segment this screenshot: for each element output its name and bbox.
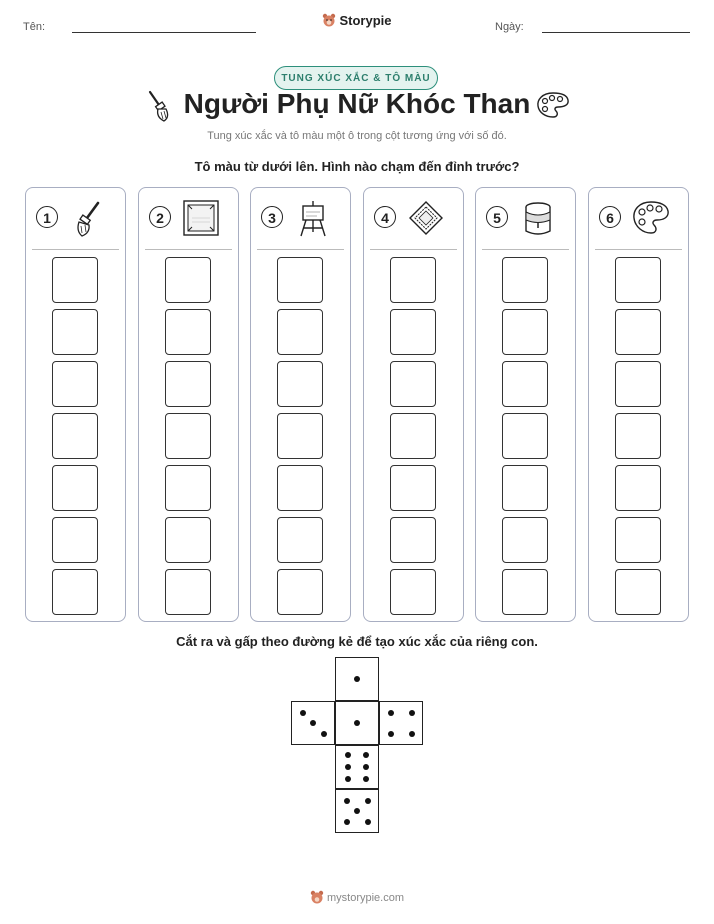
die-pip — [354, 808, 360, 814]
column-divider — [482, 249, 569, 250]
name-line[interactable] — [72, 32, 256, 33]
column-number: 5 — [486, 206, 508, 228]
color-box[interactable] — [615, 413, 661, 459]
page-title: Người Phụ Nữ Khóc Than — [183, 88, 531, 119]
color-box[interactable] — [52, 569, 98, 615]
color-box[interactable] — [52, 309, 98, 355]
die-pip — [363, 764, 369, 770]
die-pip — [345, 776, 351, 782]
color-box[interactable] — [277, 569, 323, 615]
column-4 — [363, 187, 464, 622]
color-box[interactable] — [502, 569, 548, 615]
bear-logo-icon — [322, 13, 336, 27]
die-pip — [363, 776, 369, 782]
color-box[interactable] — [277, 465, 323, 511]
activity-badge: TUNG XÚC XẮC & TÔ MÀU — [274, 66, 438, 90]
frame-icon — [406, 198, 446, 238]
column-divider — [257, 249, 344, 250]
color-box[interactable] — [502, 361, 548, 407]
color-box[interactable] — [165, 257, 211, 303]
color-box[interactable] — [390, 361, 436, 407]
paintbrush-icon — [68, 198, 108, 238]
color-box[interactable] — [277, 309, 323, 355]
palette-icon — [631, 198, 671, 238]
column-5 — [475, 187, 576, 622]
color-box[interactable] — [52, 517, 98, 563]
color-box[interactable] — [390, 569, 436, 615]
color-instruction: Tô màu từ dưới lên. Hình nào chạm đến đỉnh trước? — [194, 159, 520, 174]
die-pip — [321, 731, 327, 737]
color-box[interactable] — [615, 309, 661, 355]
color-box[interactable] — [52, 465, 98, 511]
brand-logo — [0, 13, 714, 28]
color-box[interactable] — [502, 257, 548, 303]
die-pip — [365, 819, 371, 825]
footer-url — [0, 890, 714, 904]
die-pip — [388, 731, 394, 737]
column-number: 1 — [36, 206, 58, 228]
die-pip — [354, 720, 360, 726]
die-pip — [344, 819, 350, 825]
color-box[interactable] — [52, 413, 98, 459]
die-pip — [344, 798, 350, 804]
column-divider — [370, 249, 457, 250]
date-line[interactable] — [542, 32, 690, 33]
palette-icon — [536, 91, 570, 119]
page-subtitle: Tung xúc xắc và tô màu một ô trong cột tương ứng với số đó. — [207, 130, 507, 142]
canvas-icon — [181, 198, 221, 238]
name-label: Tên: — [23, 21, 46, 33]
cut-instruction: Cắt ra và gấp theo đường kẻ để tạo xúc xắc của riêng con. — [176, 634, 538, 649]
color-box[interactable] — [615, 465, 661, 511]
color-box[interactable] — [277, 361, 323, 407]
color-box[interactable] — [502, 517, 548, 563]
color-box[interactable] — [165, 309, 211, 355]
color-box[interactable] — [277, 413, 323, 459]
color-box[interactable] — [390, 517, 436, 563]
die-face — [335, 657, 379, 701]
footer-text: mystorypie.com — [326, 892, 405, 904]
column-number: 3 — [261, 206, 283, 228]
color-box[interactable] — [165, 517, 211, 563]
color-box[interactable] — [390, 309, 436, 355]
column-2 — [138, 187, 239, 622]
bear-logo-icon — [310, 890, 324, 904]
column-number: 4 — [374, 206, 396, 228]
column-number: 2 — [149, 206, 171, 228]
column-3 — [250, 187, 351, 622]
color-box[interactable] — [615, 257, 661, 303]
column-divider — [595, 249, 682, 250]
die-pip — [388, 710, 394, 716]
color-box[interactable] — [502, 413, 548, 459]
color-box[interactable] — [277, 257, 323, 303]
column-divider — [145, 249, 232, 250]
color-box[interactable] — [390, 413, 436, 459]
die-pip — [300, 710, 306, 716]
easel-icon — [293, 198, 333, 238]
die-pip — [409, 710, 415, 716]
color-box[interactable] — [615, 517, 661, 563]
color-box[interactable] — [165, 361, 211, 407]
color-box[interactable] — [165, 569, 211, 615]
color-box[interactable] — [165, 413, 211, 459]
die-face — [291, 701, 335, 745]
die-face — [335, 745, 379, 789]
die-face — [335, 701, 379, 745]
die-pip — [363, 752, 369, 758]
column-divider — [32, 249, 119, 250]
paint-can-icon — [518, 198, 558, 238]
color-box[interactable] — [615, 361, 661, 407]
die-pip — [345, 752, 351, 758]
die-face — [335, 789, 379, 833]
color-box[interactable] — [52, 361, 98, 407]
die-pip — [354, 676, 360, 682]
die-face — [379, 701, 423, 745]
color-box[interactable] — [502, 465, 548, 511]
color-box[interactable] — [52, 257, 98, 303]
column-1 — [25, 187, 126, 622]
date-label: Ngày: — [495, 21, 524, 33]
color-box[interactable] — [502, 309, 548, 355]
die-pip — [310, 720, 316, 726]
die-pip — [409, 731, 415, 737]
color-box[interactable] — [615, 569, 661, 615]
color-box[interactable] — [390, 465, 436, 511]
color-box[interactable] — [165, 465, 211, 511]
brand-name: Storypie — [339, 13, 392, 28]
column-6 — [588, 187, 689, 622]
die-pip — [345, 764, 351, 770]
color-box[interactable] — [277, 517, 323, 563]
column-number: 6 — [599, 206, 621, 228]
color-box[interactable] — [390, 257, 436, 303]
die-pip — [365, 798, 371, 804]
